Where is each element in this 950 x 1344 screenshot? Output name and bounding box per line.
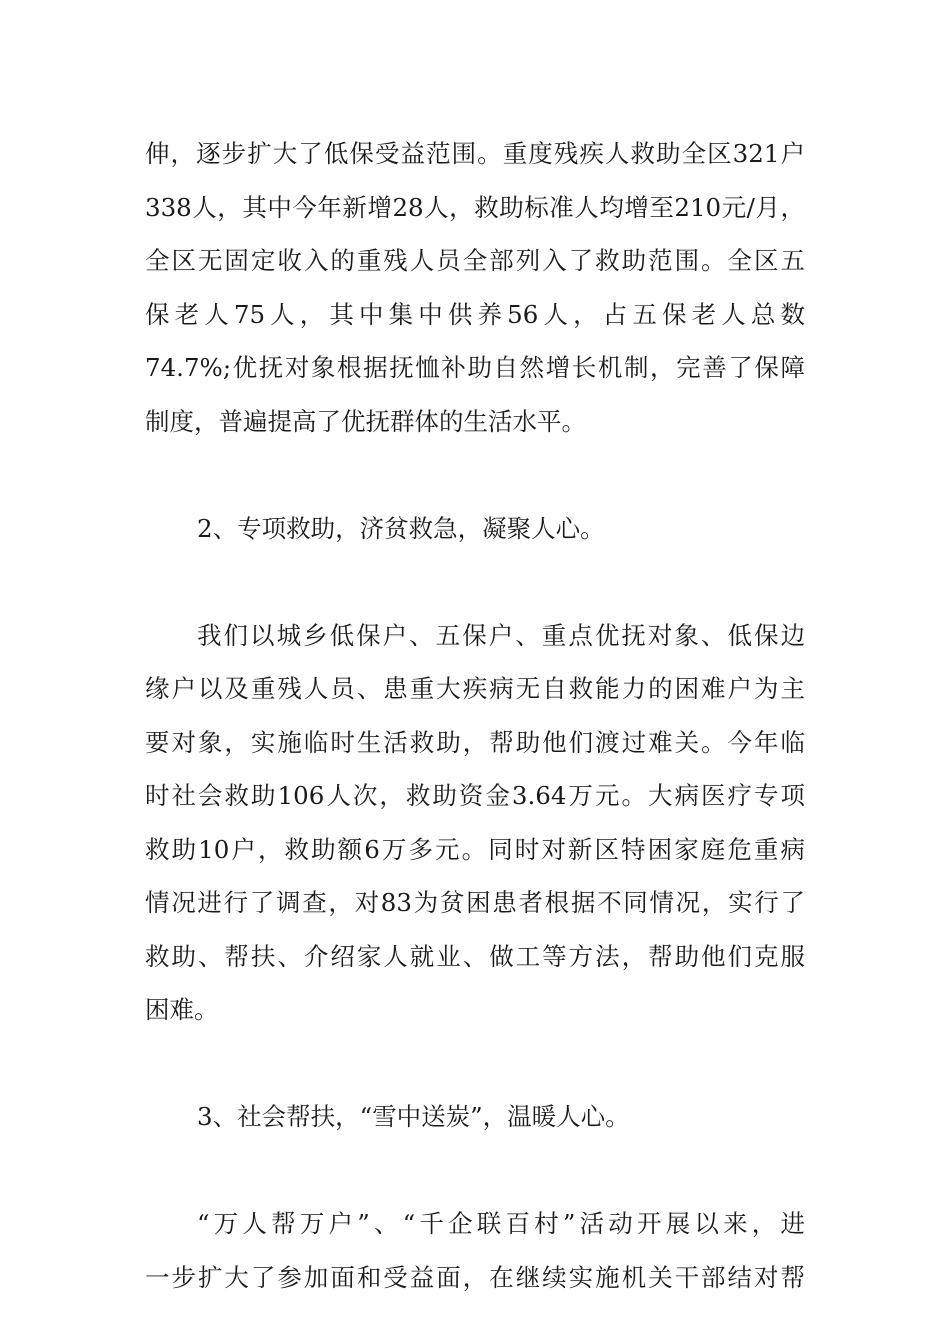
text-line: 缘户以及重残人员、患重大疾病无自救能力的困难户为主 (145, 674, 805, 703)
text-line: 要对象，实施临时生活救助，帮助他们渡过难关。今年临 (145, 727, 805, 757)
paragraph-gap (145, 1144, 805, 1198)
text-line: 救助10户，救助额6万多元。同时对新区特困家庭危重病 (145, 834, 805, 864)
text-line: 时社会救助106人次，救助资金3.64万元。大病医疗专项 (145, 781, 805, 810)
paragraph-gap (145, 1037, 805, 1091)
paragraph-2 (145, 609, 805, 1037)
text-line: 伸，逐步扩大了低保受益范围。重度残疾人救助全区321户 (145, 139, 805, 168)
paragraph-3 (145, 1197, 805, 1304)
section-heading-2: 2、专项救助，济贫救急，凝聚人心。 (197, 513, 605, 543)
paragraph-1 (145, 127, 805, 448)
text-line: 74.7%;优抚对象根据抚恤补助自然增长机制，完善了保障 (145, 353, 805, 382)
paragraph-gap (145, 555, 805, 609)
paragraph-gap (145, 448, 805, 502)
text-line: 我们以城乡低保户、五保户、重点优抚对象、低保边 (197, 620, 805, 650)
document-page (145, 127, 805, 1304)
text-line: 338人，其中今年新增28人，救助标准人均增至210元/月， (145, 192, 805, 222)
text-line: 一步扩大了参加面和受益面，在继续实施机关干部结对帮 (145, 1262, 805, 1292)
text-line: “万人帮万户”、“千企联百村”活动开展以来，进 (197, 1209, 805, 1238)
section-heading-3: 3、社会帮扶，“雪中送炭”，温暖人心。 (197, 1102, 630, 1131)
text-line: 全区无固定收入的重残人员全部列入了救助范围。全区五 (145, 246, 805, 275)
text-line: 情况进行了调查，对83为贫困患者根据不同情况，实行了 (145, 888, 805, 917)
text-line: 保老人75人，其中集中供养56人，占五保老人总数 (145, 299, 805, 329)
text-line: 制度，普遍提高了优抚群体的生活水平。 (145, 406, 586, 436)
text-line: 困难。 (145, 995, 219, 1024)
text-line: 救助、帮扶、介绍家人就业、做工等方法，帮助他们克服 (145, 941, 805, 971)
